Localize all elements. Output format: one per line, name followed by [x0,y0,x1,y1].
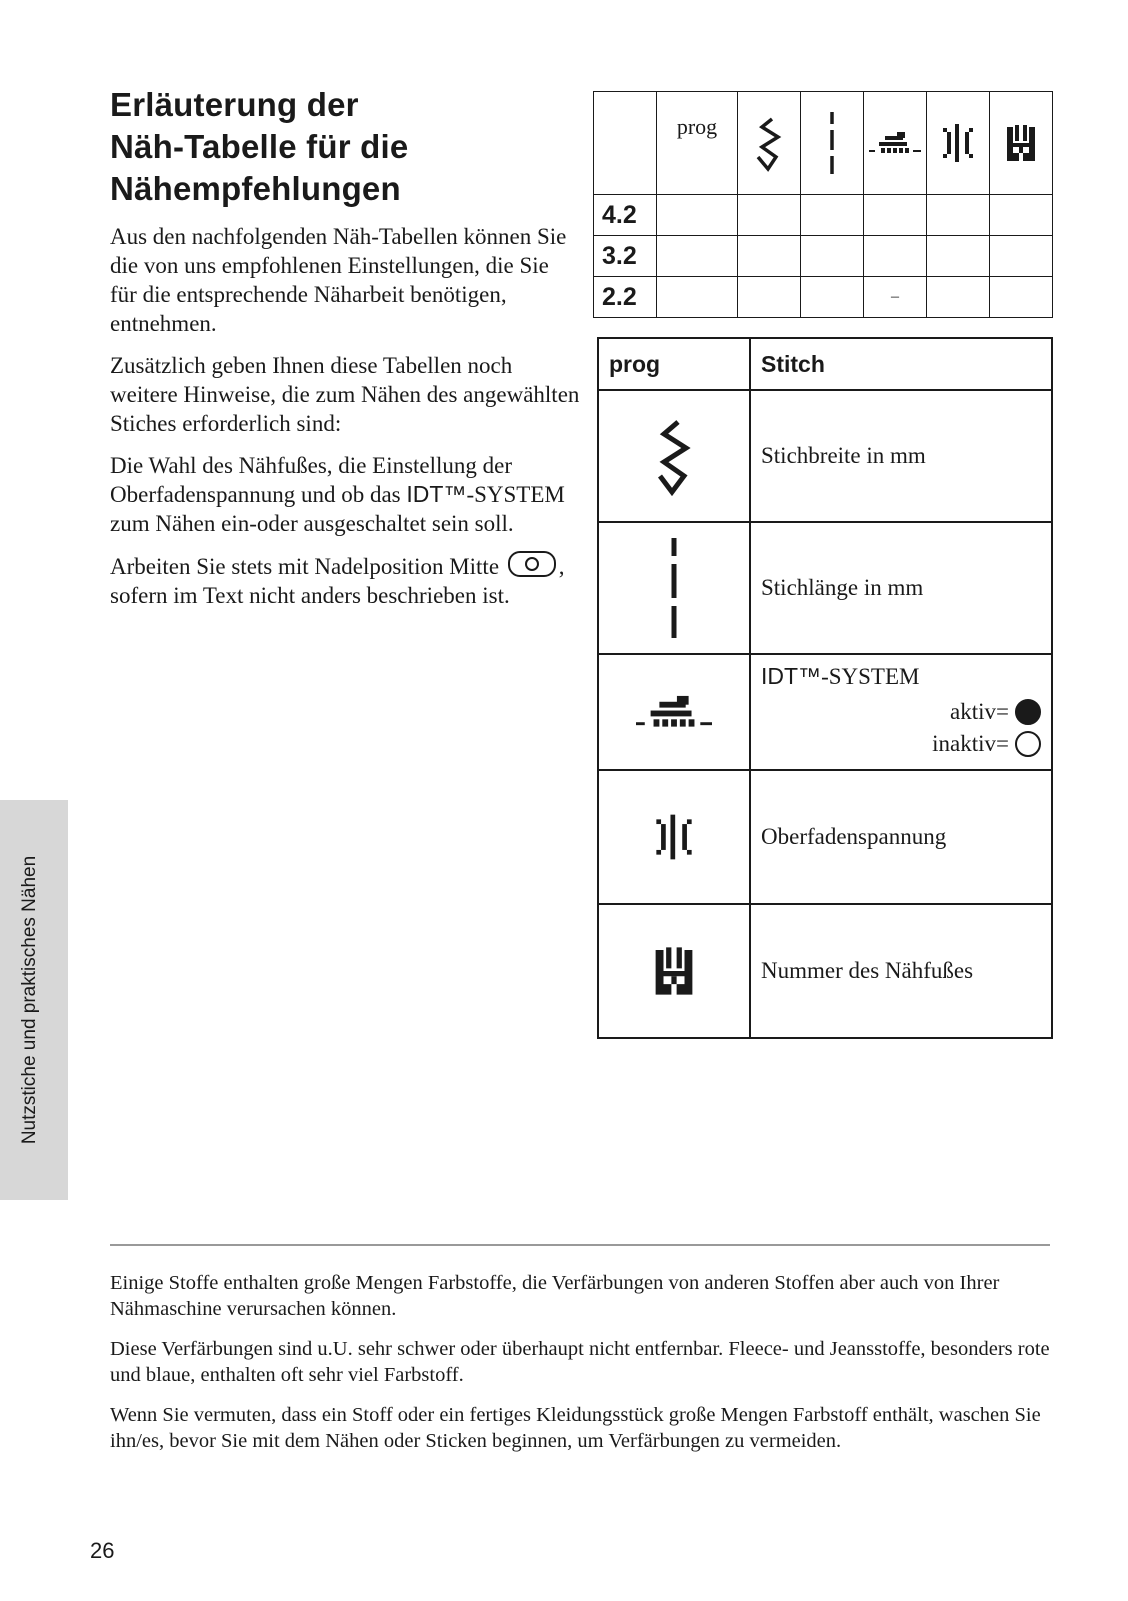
title-line-1: Erläuterung der [110,86,359,123]
legend-row [598,770,1052,904]
grid-cell [738,277,801,318]
intro-p3-after: -SYSTEM zum Nähen ein-oder ausgeschaltet sein soll. [110,482,565,536]
dye-note [110,1270,1055,1468]
straight-stitch-icon [667,536,681,640]
intro-paragraph-3 [110,451,580,538]
grid-cell [801,195,864,236]
intro-p4-before: Arbeiten Sie stets mit Nadelposition Mitte [110,554,500,579]
grid-icon-cell [927,92,990,195]
legend-header-prog: prog [598,338,750,390]
legend-row [598,904,1052,1038]
grid-icon-cell [738,92,801,195]
legend-text: Nummer des Nähfußes [750,904,1052,1038]
intro-text [110,222,580,623]
legend-text: Stichbreite in mm [750,390,1052,522]
presser-foot-icon [1005,123,1037,163]
legend-icon-cell [598,522,750,654]
legend-icon-cell [598,770,750,904]
thread-tension-icon [941,124,975,162]
filled-circle-icon [1015,699,1041,725]
idt-active-label: aktiv= [950,699,1009,724]
note-paragraph-3: Wenn Sie vermuten, dass ein Stoff oder ein fertiges Kleidungsstück große Mengen Farbstoff enthält, waschen Sie ihn/es, bevor Sie mit dem Nähen oder Sticken beginnen, um Verfärbungen zu vermeiden. [110,1404,1041,1452]
needle-center-key-icon [508,551,556,577]
legend-row [598,522,1052,654]
legend-row [598,654,1052,770]
grid-cell [864,195,927,236]
legend-idt-title [761,663,919,690]
grid-cell [864,236,927,277]
legend-icon-cell [598,654,750,770]
grid-cell [927,236,990,277]
grid-prog-header: prog [657,92,738,195]
section-side-tab [0,800,68,1200]
presser-foot-icon [653,943,695,999]
legend-row [598,390,1052,522]
grid-icon-cell [990,92,1053,195]
legend-icon-cell [598,904,750,1038]
grid-cell: – [864,277,927,318]
intro-paragraph-1: Aus den nachfolgenden Näh-Tabellen können Sie die von uns empfohlenen Einstellungen, die Sie für die entsprechende Näharbeit benötigen, entnehmen. [110,224,567,336]
section-side-tab-label: Nutzstiche und praktisches Nähen [19,855,40,1145]
page-number: 26 [90,1538,115,1563]
idt-inactive-label: inaktiv= [932,731,1009,756]
grid-cell [738,195,801,236]
note-paragraph-1: Einige Stoffe enthalten große Mengen Farbstoffe, die Verfärbungen von anderen Stoffen aber auch von Ihrer Nähmaschine verursachen können. [110,1272,1000,1320]
example-settings-grid [593,91,1053,318]
grid-cell [801,277,864,318]
grid-cell [990,277,1053,318]
grid-row [594,195,1053,236]
title-line-3: Nähempfehlungen [110,170,401,207]
legend-header-stitch: Stitch [750,338,1052,390]
grid-row [594,236,1053,277]
intro-paragraph-4 [110,551,580,610]
intro-p3-before: Die Wahl des Nähfußes, die Einstellung der Oberfadenspannung und ob das [110,453,513,507]
legend-text: Stichlänge in mm [750,522,1052,654]
grid-icon-cell [864,92,927,195]
note-paragraph-2: Diese Verfärbungen sind u.U. sehr schwer oder überhaupt nicht entfernbar. Fleece- und Jeansstoffe, besonders rote und blaue, enthalten oft sehr viel Farbstoff. [110,1338,1050,1386]
legend-header-row [598,338,1052,390]
grid-cell [657,236,738,277]
legend-table [597,337,1053,1039]
thread-tension-icon [654,810,694,864]
grid-header-row [594,92,1053,195]
legend-text: Oberfadenspannung [750,770,1052,904]
grid-cell [927,195,990,236]
idt-system-icon [633,693,715,731]
grid-row-label: 4.2 [594,195,657,236]
grid-row-label: 2.2 [594,277,657,318]
idt-inactive-state [932,731,1041,757]
intro-p4-after: , sofern im Text nicht anders beschrieben ist. [110,554,565,608]
grid-cell [990,236,1053,277]
title-line-2: Näh-Tabelle für die [110,128,409,165]
grid-row [594,277,1053,318]
page-title [110,84,570,210]
idt-system-label: IDT™ [406,481,467,507]
legend-idt-system: IDT™ [761,663,822,689]
intro-paragraph-2: Zusätzlich geben Ihnen diese Tabellen noch weitere Hinweise, die zum Nähen des angewählten Stiches erforderlich sind: [110,353,580,436]
grid-cell [738,236,801,277]
grid-cell [801,236,864,277]
empty-circle-icon [1015,731,1041,757]
straight-stitch-icon [826,110,838,176]
grid-icon-cell [801,92,864,195]
grid-cell [657,277,738,318]
grid-cell [990,195,1053,236]
grid-cell [927,277,990,318]
legend-idt-cell [750,654,1052,770]
idt-active-state [950,699,1041,725]
idt-system-icon [867,130,923,156]
legend-idt-text: -SYSTEM [821,664,920,689]
divider-rule [110,1244,1050,1246]
zigzag-icon [754,113,784,173]
grid-corner-cell [594,92,657,195]
grid-cell [657,195,738,236]
grid-row-label: 3.2 [594,236,657,277]
zigzag-icon [654,416,694,496]
legend-icon-cell [598,390,750,522]
